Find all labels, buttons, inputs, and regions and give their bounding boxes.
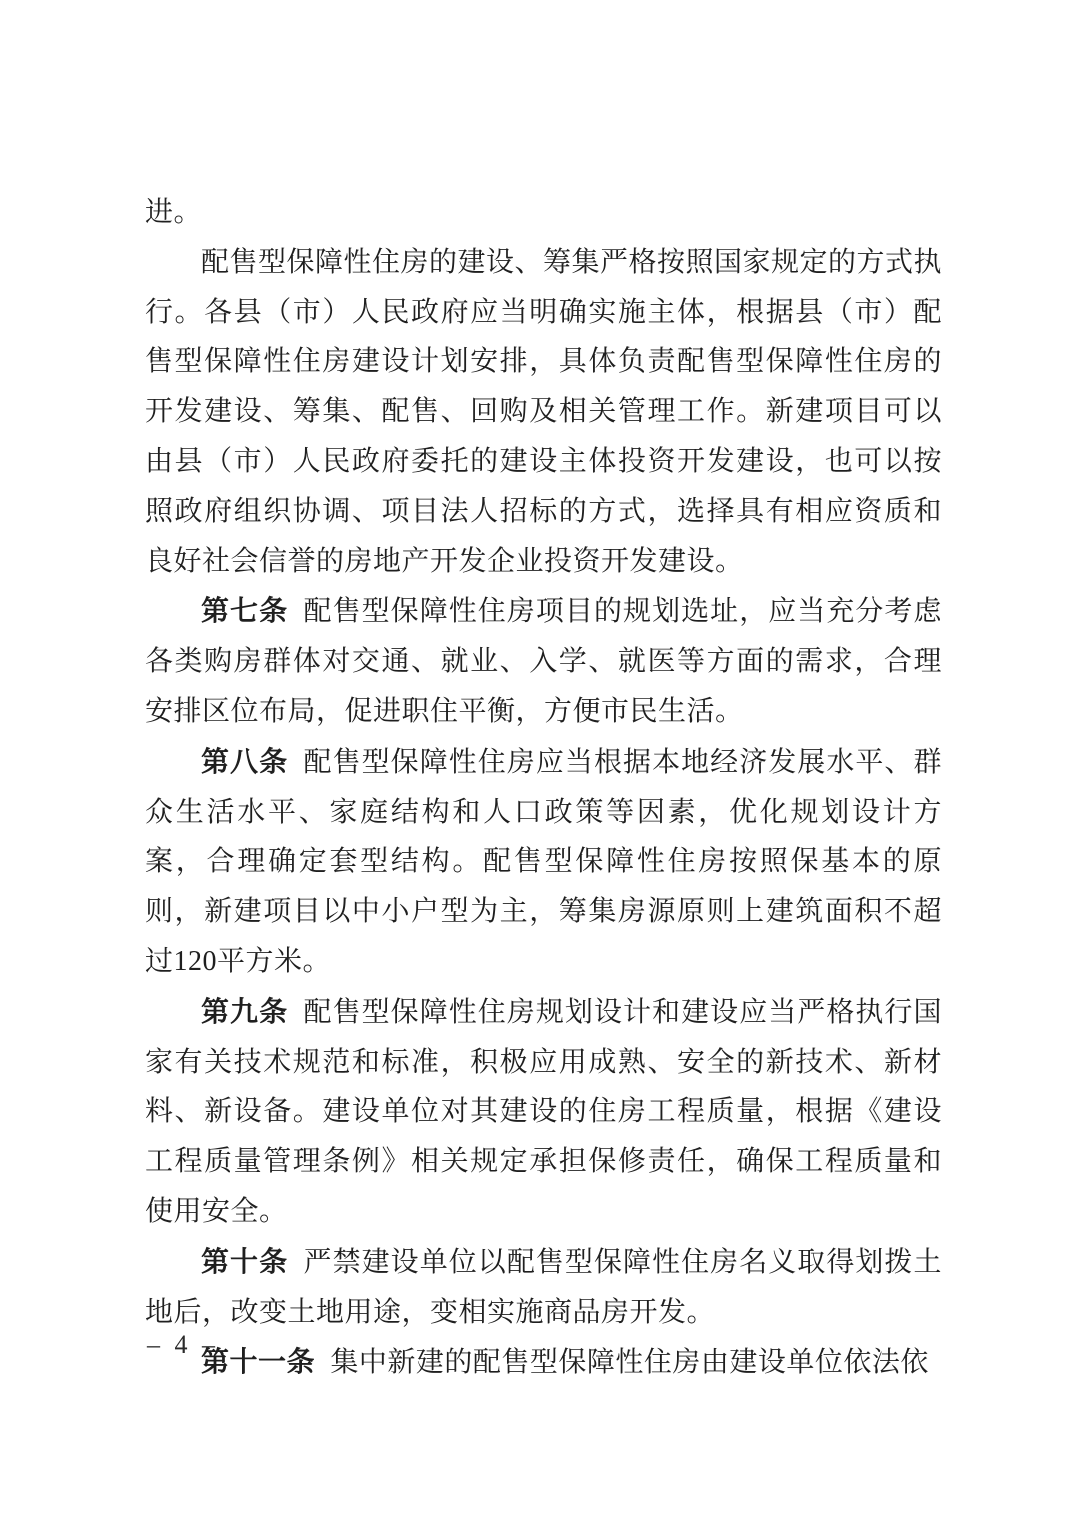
article-number: 第十条	[201, 1245, 289, 1277]
page-number: – 4 –	[147, 1330, 219, 1359]
article-number: 第七条	[201, 595, 289, 627]
paragraph-text: 配售型保障性住房应当根据本地经济发展水平、群众生活水平、家庭结构和人口政策等因素，优化规划设计方案，合理确定套型结构。配售型保障性住房按照保基本的原则，新建项目以中小户型为主，筹集房源原则上建筑面积不超过120平方米。	[145, 746, 942, 977]
paragraph-article-11	[145, 1337, 942, 1388]
paragraph-article-8	[145, 737, 942, 987]
paragraph-article-10	[145, 1237, 942, 1338]
article-number: 第八条	[201, 745, 289, 777]
paragraph-text: 集中新建的配售型保障性住房由建设单位依法依	[330, 1347, 929, 1379]
paragraph-text: 严禁建设单位以配售型保障性住房名义取得划拨土地后，改变土地用途，变相实施商品房开发。	[145, 1246, 942, 1328]
paragraph-article-7	[145, 586, 942, 736]
paragraph-text: 配售型保障性住房项目的规划选址，应当充分考虑各类购房群体对交通、就业、入学、就医等方面的需求，合理安排区位布局，促进职住平衡，方便市民生活。	[145, 596, 942, 727]
paragraph-text: 进。	[145, 197, 203, 228]
paragraph	[145, 188, 942, 238]
paragraph-article-9	[145, 987, 942, 1237]
article-number: 第十一条	[201, 1346, 316, 1378]
paragraph-text: 配售型保障性住房的建设、筹集严格按照国家规定的方式执行。各县（市）人民政府应当明确实施主体，根据县（市）配售型保障性住房建设计划安排，具体负责配售型保障性住房的开发建设、筹集、配售、回购及相关管理工作。新建项目可以由县（市）人民政府委托的建设主体投资开发建设，也可以按照政府组织协调、项目法人招标的方式，选择具有相应资质和良好社会信誉的房地产开发企业投资开发建设。	[145, 246, 943, 577]
document-body	[145, 188, 942, 1388]
paragraph	[145, 238, 942, 587]
article-number: 第九条	[201, 995, 289, 1027]
paragraph-text: 配售型保障性住房规划设计和建设应当严格执行国家有关技术规范和标准，积极应用成熟、安全的新技术、新材料、新设备。建设单位对其建设的住房工程质量，根据《建设工程质量管理条例》相关规定承担保修责任，确保工程质量和使用安全。	[145, 996, 942, 1227]
